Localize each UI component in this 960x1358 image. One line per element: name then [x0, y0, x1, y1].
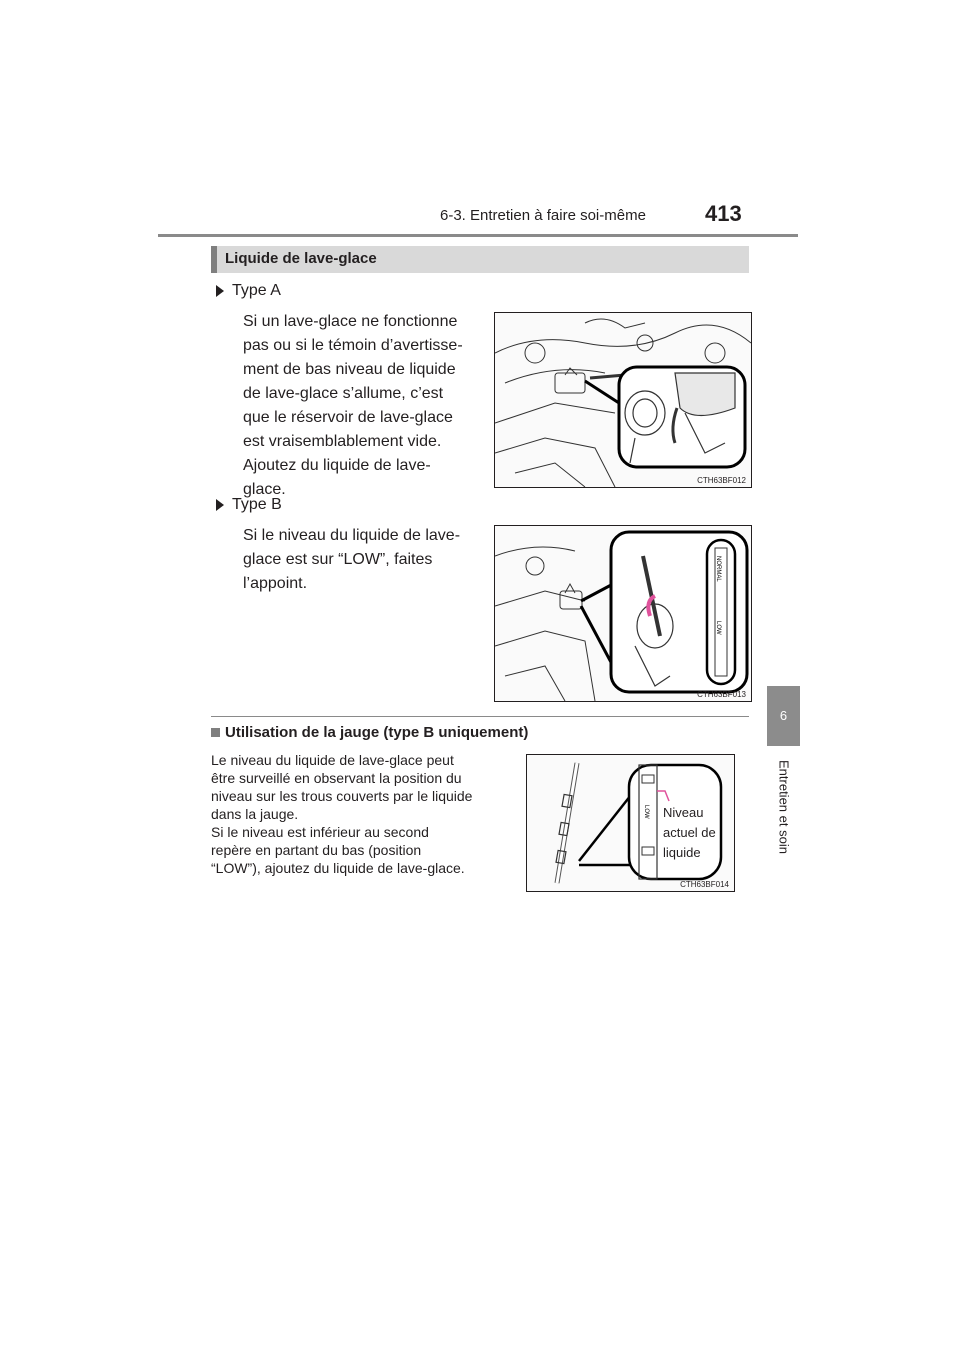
figure-type-b	[494, 525, 752, 702]
type-b-heading	[216, 496, 282, 514]
text-line: est vraisemblablement vide.	[243, 433, 442, 450]
text-line: repère en partant du bas (position	[211, 842, 422, 858]
gauge-label-low: LOW	[715, 621, 721, 635]
section-accent	[211, 246, 217, 273]
figure-type-a	[494, 312, 752, 488]
text-line: glace.	[243, 481, 286, 498]
section-heading	[211, 246, 749, 273]
text-line: de lave-glace s’allume, c’est	[243, 385, 444, 402]
text-line: Si un lave-glace ne fonctionne	[243, 313, 458, 330]
figure-code: CTH63BF013	[697, 690, 746, 699]
gauge-label-low: LOW	[643, 805, 649, 819]
callout-line-3: liquide	[663, 845, 701, 860]
arrow-icon	[216, 285, 224, 297]
text-line: dans la jauge.	[211, 806, 299, 822]
text-line: pas ou si le témoin d’avertisse-	[243, 337, 463, 354]
gauge-paragraph	[211, 751, 495, 877]
type-a-paragraph	[243, 310, 477, 502]
dipstick-illustration	[527, 755, 734, 891]
gauge-label-normal: NORMAL	[715, 556, 721, 582]
type-a-heading	[216, 282, 281, 300]
page-number: 413	[705, 201, 742, 226]
text-line: Ajoutez du liquide de lave-	[243, 457, 431, 474]
chapter-tab	[767, 686, 800, 746]
text-line: “LOW”), ajoutez du liquide de lave-glace.	[211, 860, 465, 876]
text-line: Si le niveau du liquide de lave-	[243, 527, 461, 544]
type-b-heading-text: Type B	[232, 496, 282, 513]
arrow-icon	[216, 499, 224, 511]
callout-line-1: Niveau	[663, 805, 704, 820]
section-divider	[211, 716, 749, 717]
text-line: que le réservoir de lave-glace	[243, 409, 453, 426]
text-line: l’appoint.	[243, 575, 308, 592]
chapter-label	[766, 760, 802, 860]
figure-code: CTH63BF014	[680, 880, 729, 889]
gauge-heading-text: Utilisation de la jauge (type B uniquement)	[225, 724, 529, 741]
engine-bay-illustration-a	[495, 313, 751, 487]
text-line: Le niveau du liquide de lave-glace peut	[211, 752, 454, 768]
header-title: 6-3. Entretien à faire soi-même	[440, 207, 646, 224]
chapter-label-text: Entretien et soin	[776, 760, 792, 854]
type-b-paragraph	[243, 524, 477, 596]
engine-bay-illustration-b	[495, 526, 751, 701]
text-line: être surveillé en observant la position du	[211, 770, 462, 786]
type-a-heading-text: Type A	[232, 282, 281, 299]
square-bullet-icon	[211, 728, 220, 737]
callout-line-2: actuel de	[663, 825, 716, 840]
text-line: glace est sur “LOW”, faites	[243, 551, 433, 568]
figure-code: CTH63BF012	[697, 476, 746, 485]
text-line: niveau sur les trous couverts par le liquide	[211, 788, 473, 804]
header-rule	[158, 234, 798, 237]
figure-gauge	[526, 754, 735, 892]
text-line: Si le niveau est inférieur au second	[211, 824, 429, 840]
gauge-heading	[211, 724, 528, 741]
text-line: ment de bas niveau de liquide	[243, 361, 456, 378]
section-title: Liquide de lave-glace	[225, 250, 377, 267]
chapter-number: 6	[779, 708, 788, 723]
